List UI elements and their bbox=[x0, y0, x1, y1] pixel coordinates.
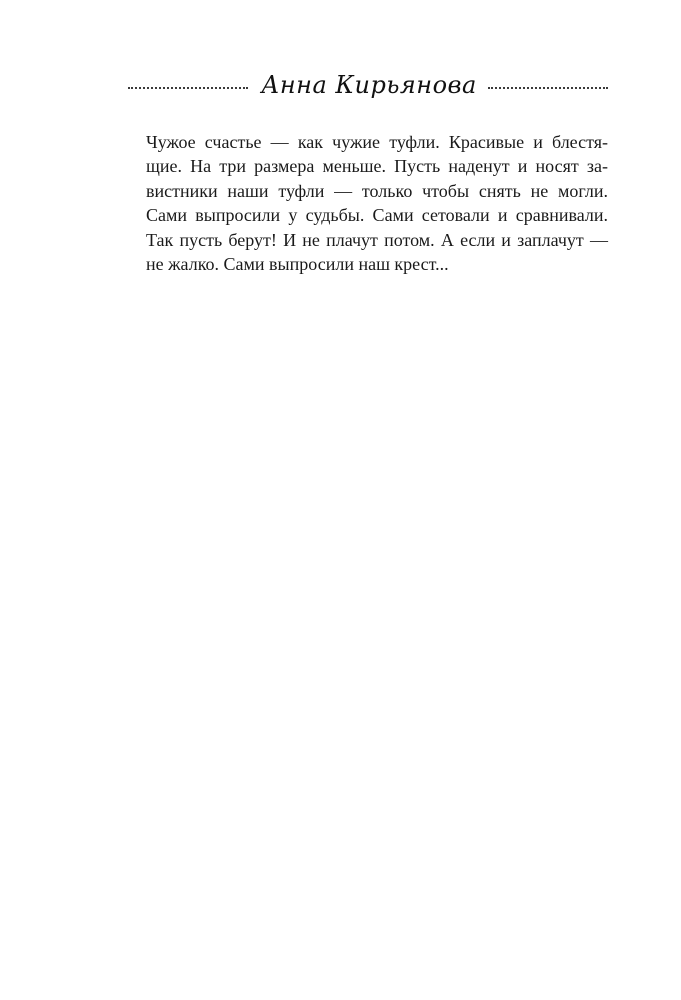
dotted-rule-left bbox=[128, 87, 248, 89]
dotted-rule-right bbox=[488, 87, 608, 89]
text-line: Чужое счастье — как чужие туфли. Красивые и блестя- bbox=[146, 132, 608, 152]
text-line: Так пусть берут! И не плачут потом. А если и заплачут — bbox=[146, 229, 608, 250]
text-line: Сами выпросили у судьбы. Сами сетовали и сравнивали. bbox=[146, 205, 608, 226]
author-name: Анна Кирьянова bbox=[261, 71, 477, 99]
running-header bbox=[0, 70, 681, 106]
text-line: не жалко. Сами выпросили наш крест... bbox=[146, 254, 449, 275]
text-line: щие. На три размера меньше. Пусть наденут и носят за- bbox=[146, 156, 608, 177]
body-paragraph bbox=[146, 130, 608, 276]
text-line: вистники наши туфли — только чтобы снять не могли. bbox=[146, 180, 608, 201]
